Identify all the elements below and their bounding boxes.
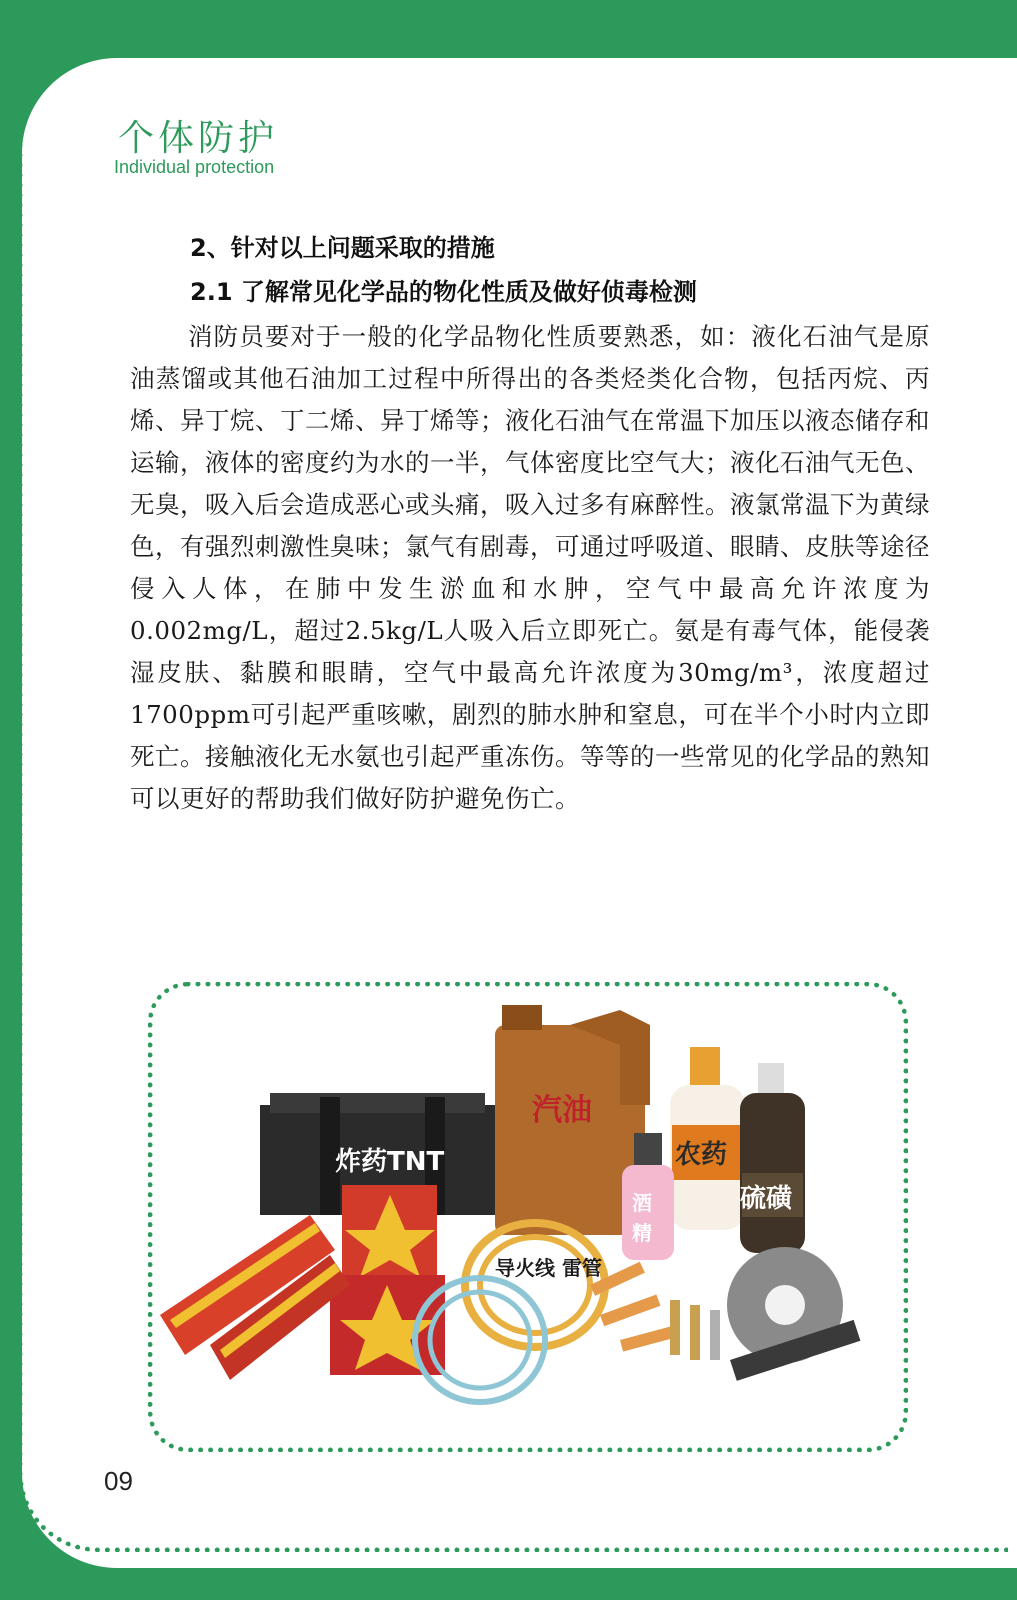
alcohol-label-1: 酒 <box>632 1191 652 1215</box>
heading: 2、针对以上问题采取的措施 <box>190 234 495 262</box>
section-title: 个体防护 <box>118 118 279 159</box>
hazardous-materials-illustration <box>150 985 905 1450</box>
tnt-label: 炸药TNT <box>335 1147 445 1177</box>
gasoline-label: 汽油 <box>532 1093 592 1128</box>
sulfuric-bottle <box>740 1063 805 1253</box>
body-paragraph: 消防员要对于一般的化学品物化性质要熟悉，如：液化石油气是原油蒸馏或其他石油加工过程中所得出的各类烃类化合物，包括丙烷、丙烯、异丁烷、丁二烯、异丁烯等；液化石油气在常温下加压以液态储存和运输，液体的密度约为水的一半，气体密度比空气大；液化石油气无色、无臭，吸入后会造成恶心或头痛，吸入过多有麻醉性。液氯常温下为黄绿色，有强烈刺激性臭味；氯气有剧毒，可通过呼吸道、眼睛、皮肤等途径侵入人体，在肺中发生淤血和水肿，空气中最高允许浓度为0.002mg/L，超过2.5kg/L人吸入后立即死亡。氨是有毒气体，能侵袭湿皮肤、黏膜和眼睛，空气中最高允许浓度为30mg/m³，浓度超过1700ppm可引起严重咳嗽，剧烈的肺水肿和窒息，可在半个小时内立即死亡。接触液化无水氨也引起严重冻伤。等等的一些常见的化学品的熟知可以更好的帮助我们做好防护避免伤亡。 <box>130 322 930 813</box>
firecracker-bundles <box>160 1215 350 1380</box>
subheading: 2.1 了解常见化学品的物化性质及做好侦毒检测 <box>190 278 697 306</box>
section-subtitle: Individual protection <box>114 157 275 177</box>
sulfuric-label: 硫磺 <box>740 1184 793 1214</box>
alcohol-label-2: 精 <box>632 1221 652 1245</box>
firework-boxes <box>330 1185 445 1375</box>
page-number: 09 <box>104 1466 133 1496</box>
fuse-label: 导火线 雷管 <box>495 1256 602 1280</box>
pesticide-label: 农药 <box>675 1140 728 1170</box>
pesticide-bottle <box>670 1047 745 1230</box>
film-reel <box>727 1247 860 1381</box>
detonators <box>590 1262 720 1360</box>
